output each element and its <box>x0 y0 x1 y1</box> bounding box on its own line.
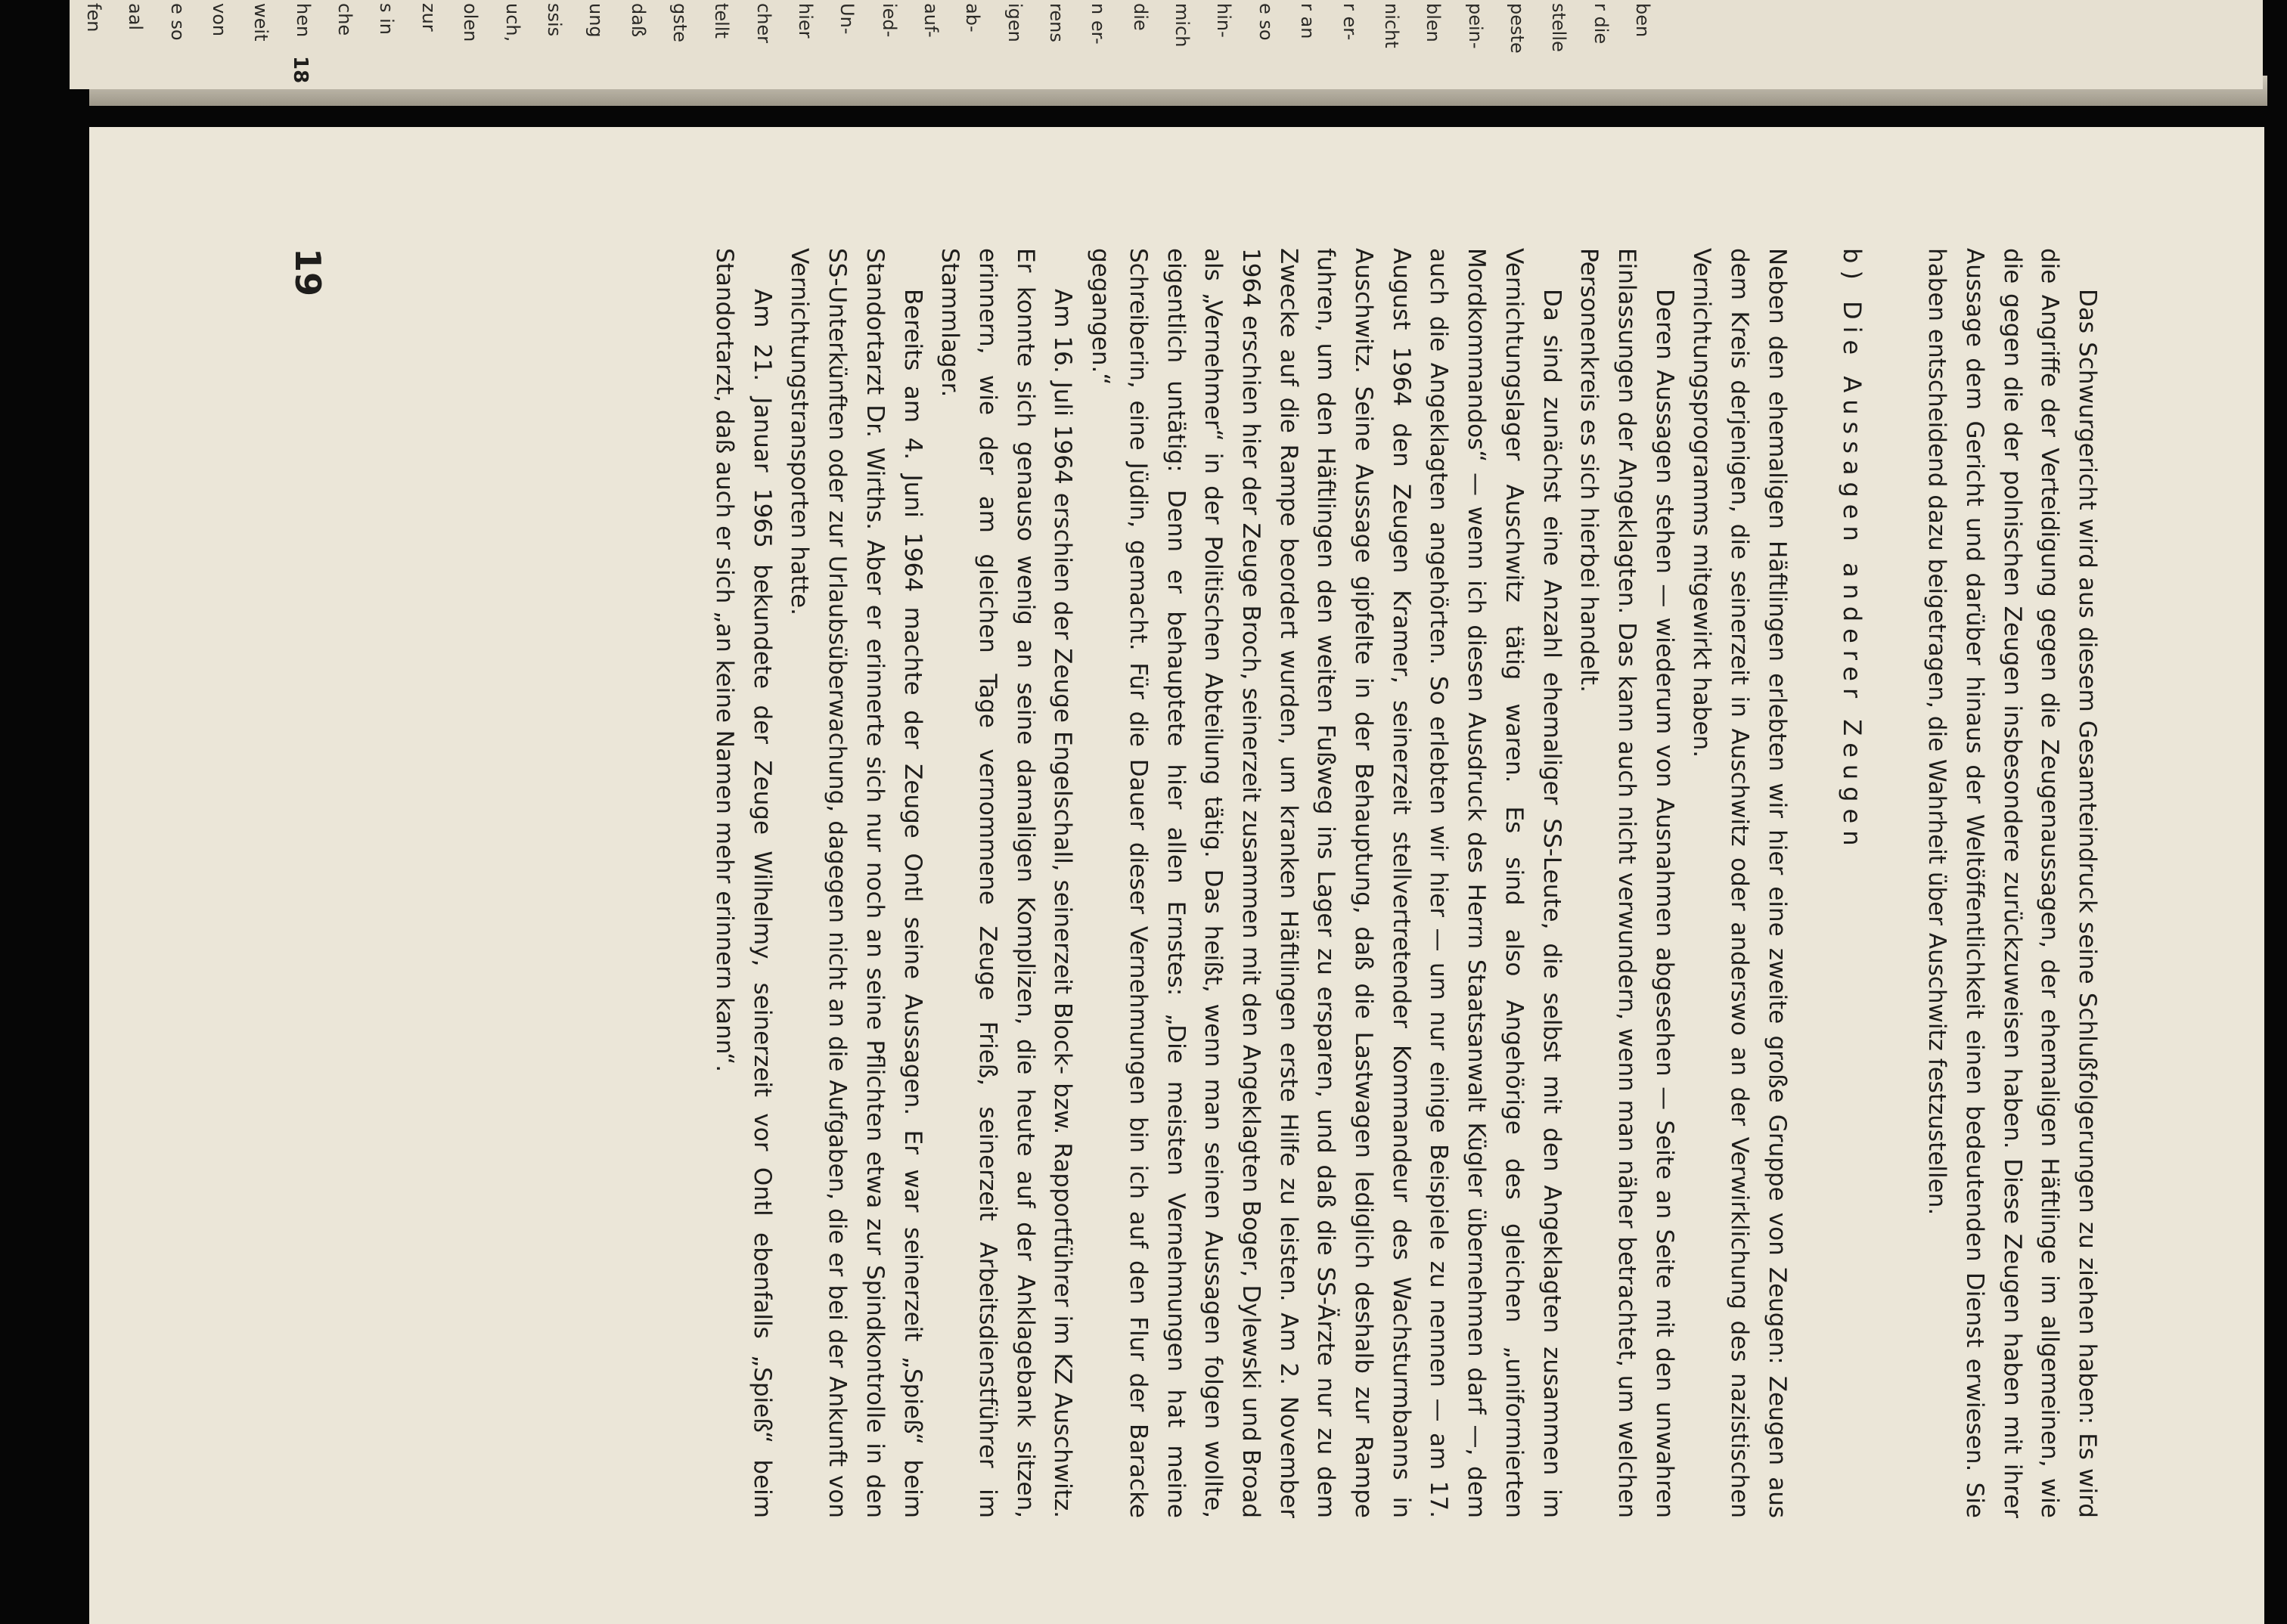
paragraph: Am 21. Januar 1965 bekundete der Zeuge Wilhelmy, seinerzeit vor Ontl ebenfalls „Spieß“ beim Standortarzt, daß auch er sich „an keine Namen mehr erinnern kann“. <box>711 248 776 1518</box>
left-page-fragment: pein- <box>1464 3 1486 49</box>
left-page-fragment: aal <box>125 3 147 31</box>
left-page-fragment: weit <box>250 3 272 42</box>
paragraph-intro: Das Schwurgericht wird aus diesem Gesamteindruck seine Schlußfolgerungen zu ziehen haben: Es wird die Angriffe der Verteidigung gegen die Zeugenaussagen, der ehemaligen Häftlinge im allgemeinen, wie die gegen die der polnischen Zeugen insbesondere zurückzuweisen haben. Diese Zeugen haben mit ihrer Aussage dem Gericht und darüber hinaus der Weltöffentlichkeit einen bedeutenden Dienst erwiesen. Sie haben entscheidend dazu beigetragen, die Wahrheit über Auschwitz festzustellen. <box>1923 248 2101 1518</box>
left-page <box>70 0 2263 89</box>
left-page-fragment: ben <box>1631 3 1653 38</box>
left-page-fragment: nicht <box>1380 3 1402 48</box>
left-page-fragment: s in <box>376 3 398 36</box>
page-number: 19 <box>287 248 328 297</box>
right-page <box>89 127 2264 1624</box>
body-text <box>705 248 2105 1518</box>
left-page-fragment: daß <box>627 3 649 38</box>
left-page-fragment: zur <box>417 3 439 32</box>
left-page-fragment: cher <box>753 3 774 44</box>
left-page-fragment: ied- <box>878 3 900 38</box>
left-page-fragment: olen <box>460 3 482 42</box>
left-page-text-fragments <box>70 0 2263 89</box>
left-page-fragment: gste <box>669 3 690 42</box>
left-page-fragment: che <box>334 3 356 36</box>
left-page-fragment: stelle <box>1548 3 1570 52</box>
left-page-fragment: die <box>1129 3 1151 31</box>
rotated-page-content <box>89 127 2264 1624</box>
paragraph: Da sind zunächst eine Anzahl ehemaliger SS-Leute, die selbst mit den Angeklagten zusammen im Vernichtungslager Auschwitz tätig waren. Es sind also Angehörige des gleichen „uniformierten Mordkommandos“ — wenn ich diesen Ausdruck des Herrn Staatsanwalt Kügler übernehmen darf —, dem auch die Angeklagten angehörten. So erlebten wir hier — um nur einige Beispiele zu nennen — am 17. August 1964 den Zeugen Kramer, seinerzeit stellvertretender Kommandeur des Wachsturmbanns in Auschwitz. Seine Aussage gipfelte in der Behauptung, daß die Lastwagen lediglich deshalb zur Rampe fuhren, um den Häftlingen den weiten Fußweg ins Lager zu ersparen, und daß die SS-Ärzte nur zu dem Zwecke auf die Rampe beordert wurden, um kranken Häftlingen erste Hilfe zu leisten. Am 2. November 1964 erschien hier der Zeuge Broch, seinerzeit zusammen mit den Angeklagten Boger, Dylewski und Broad als „Vernehmer“ in der Politischen Abteilung tätig. Das heißt, wenn man seinen Aussagen folgen wollte, eigentlich untätig: Denn er behauptete hier allen Ernstes: „Die meisten Vernehmungen hat meine Schreiberin, eine Jüdin, gemacht. Für die Dauer dieser Vernehmungen bin ich auf den Flur der Baracke gegangen.“ <box>1087 248 1566 1518</box>
left-page-fragment: blen <box>1423 3 1445 42</box>
left-page-fragment: Un- <box>836 3 858 35</box>
left-page-fragment: ab- <box>962 3 984 33</box>
left-page-fragment: hier <box>794 3 816 39</box>
left-page-number: 18 <box>289 56 312 84</box>
left-page-fragment: peste <box>1506 3 1528 54</box>
left-page-fragment: auf- <box>920 3 942 38</box>
left-page-fragment: rens <box>1046 3 1068 42</box>
left-page-fragment: e so <box>166 3 188 41</box>
left-page-fragment: r an <box>1297 3 1319 39</box>
left-page-fragment: ssis <box>543 3 565 37</box>
section-heading: b) Die Aussagen anderer Zeugen <box>1838 248 1867 853</box>
left-page-fragment: mich <box>1171 3 1193 48</box>
left-page-fragment: ung <box>585 3 607 38</box>
left-page-fragment: uch, <box>501 3 523 42</box>
paragraph: Bereits am 4. Juni 1964 machte der Zeuge Ontl seine Aussagen. Er war seinerzeit „Spieß“ beim Standortarzt Dr. Wirths. Aber er erinnerte sich nur noch an seine Pflichten etwa zur Spindkontrolle in den SS-Unterkünften oder zur Urlaubsüberwachung, dagegen nicht an die Aufgaben, die er bei der Ankunft von Vernichtungstransporten hatte. <box>786 248 926 1518</box>
left-page-fragment: fen <box>83 3 104 33</box>
left-page-fragment: hin- <box>1213 3 1235 38</box>
left-page-fragment: e so <box>1255 3 1277 41</box>
paragraph: Neben den ehemaligen Häftlingen erlebten wir hier eine zweite große Gruppe von Zeugen: Zeugen aus dem Kreis derjenigen, die seinerzeit in Auschwitz oder anderswo an der Verwirklichung des nazistischen Vernichtungsprogramms mitgewirkt haben. <box>1688 248 1791 1518</box>
paragraph: Deren Aussagen stehen — wiederum von Ausnahmen abgesehen — Seite an Seite mit den unwahren Einlassungen der Angeklagten. Das kann auch nicht verwundern, wenn man näher betrachtet, um welchen Personenkreis es sich hierbei handelt. <box>1575 248 1678 1518</box>
left-page-fragment: von <box>209 3 231 37</box>
left-page-fragment: r er- <box>1339 3 1361 41</box>
left-page-fragment: r die <box>1590 3 1612 45</box>
left-page-fragment: hen <box>292 3 314 38</box>
left-page-fragment: n er- <box>1088 3 1109 45</box>
paragraph: Am 16. Juli 1964 erschien der Zeuge Engelschall, seinerzeit Block- bzw. Rapportführer im KZ Auschwitz. Er konnte sich genauso wenig an seine damaligen Komplizen, die heute auf der Anklagebank sitzen, erinnern, wie der am gleichen Tage vernommene Zeuge Frieß, seinerzeit Arbeitsdienstführer im Stammlager. <box>936 248 1077 1518</box>
left-page-fragment: tellt <box>711 3 733 39</box>
left-page-fragment: igen <box>1004 3 1026 42</box>
